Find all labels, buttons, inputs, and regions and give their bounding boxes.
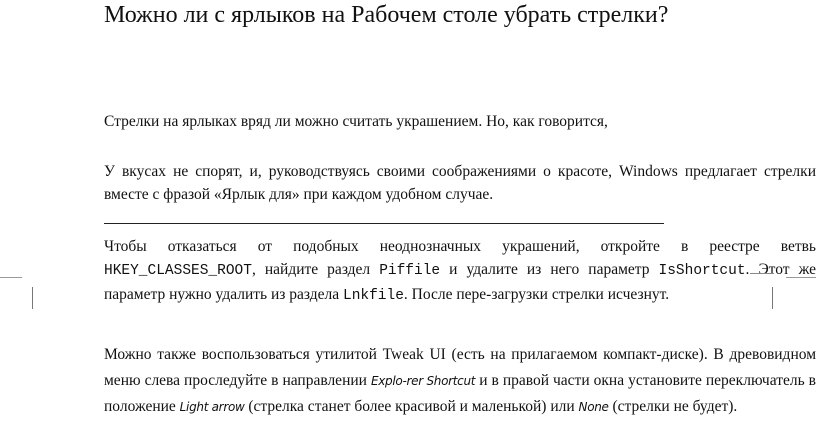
tweakui-path: Explo-rer Shortcut — [370, 374, 476, 388]
registry-key-lnkfile: Lnkfile — [343, 288, 404, 304]
registry-key-piffile: Piffile — [379, 263, 441, 279]
paragraph-taste: У вкусах не спорят, и, руководствуясь своими соображениями о красоте, Windows предлагает стрелки вместе с фразой «Ярлык для» при каждом удобном случае. — [104, 163, 816, 203]
horizontal-rule — [104, 223, 664, 224]
tweakui-text-1: Можно также воспользоваться утилитой Tweak UI (есть на прилагаемом компакт-диске). В древовидном меню слева проследуйте в направлении — [104, 346, 816, 389]
paragraph-registry — [104, 235, 816, 308]
registry-param-isshortcut: IsShortcut — [658, 263, 746, 279]
registry-text-5: . После пере-загрузки стрелки исчезнут. — [403, 286, 670, 303]
registry-text-1: Чтобы отказаться от подобных неоднозначных украшений, откройте в реестре ветвь — [104, 238, 816, 255]
registry-text-3: и удалите из него параметр — [440, 261, 659, 278]
margin-bar-right — [750, 273, 774, 274]
tweakui-none: None — [578, 400, 609, 414]
tweakui-light-arrow: Light arrow — [179, 400, 245, 414]
tweakui-text-4: (стрелки не будет). — [608, 398, 738, 415]
registry-text-4: . Этот же параметр нужно удалить из раздела — [104, 261, 816, 303]
page-title: Можно ли с ярлыков на Рабочем столе убрать стрелки? — [104, 2, 669, 28]
tweakui-text-2: и в правой части окна установите переключатель в положение — [104, 372, 816, 415]
tweakui-text-3: (стрелка станет более красивой и маленькой) или — [244, 398, 579, 415]
margin-mark-right — [786, 277, 816, 278]
margin-tick-right — [772, 287, 773, 309]
margin-tick-left — [32, 287, 33, 309]
registry-key-hkcr: HKEY_CLASSES_ROOT — [104, 263, 252, 279]
registry-text-2: , найдите раздел — [251, 261, 380, 278]
margin-mark-left — [0, 277, 22, 278]
paragraph-intro: Стрелки на ярлыках вряд ли можно считать украшением. Но, как говорится, — [104, 113, 608, 130]
paragraph-tweakui — [104, 342, 816, 420]
